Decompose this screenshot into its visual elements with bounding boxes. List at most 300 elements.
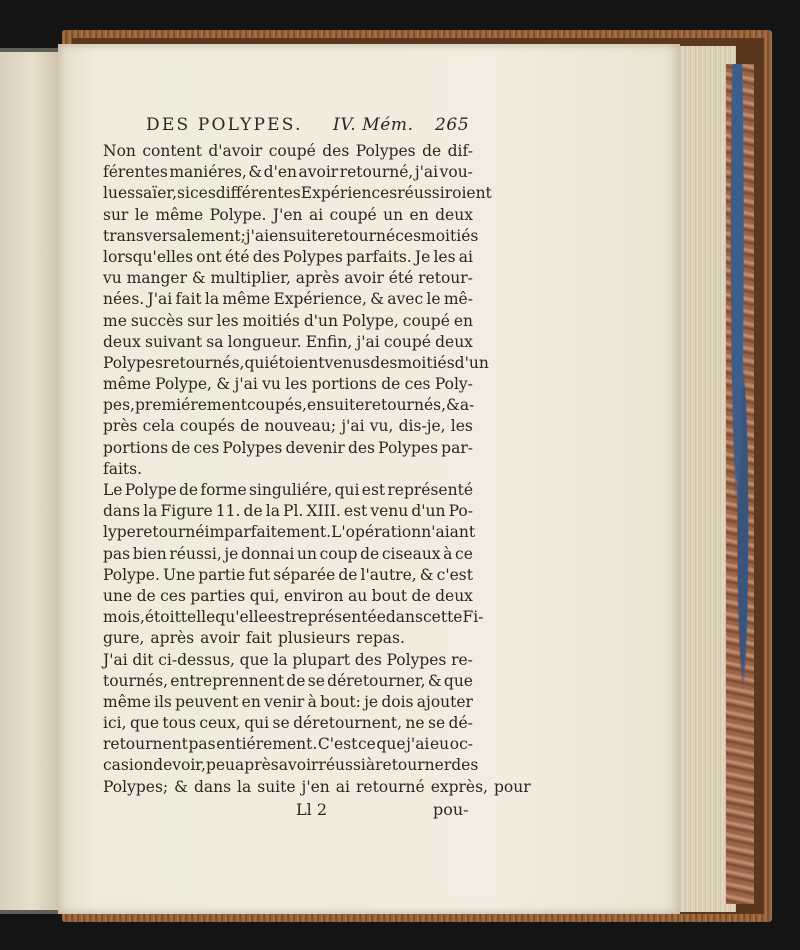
word: eu: [429, 735, 450, 754]
word: &: [419, 565, 434, 584]
word: séparée: [273, 565, 336, 584]
word: Po-: [448, 502, 473, 521]
word: fait: [175, 290, 202, 309]
word: essaïer,: [117, 184, 178, 203]
word: content: [142, 142, 202, 160]
text-line: [103, 205, 473, 226]
word: oc-: [449, 735, 473, 754]
word: mois,: [103, 608, 145, 627]
word: des: [252, 247, 280, 266]
word: que: [376, 735, 406, 754]
word: Polypes: [282, 247, 343, 266]
word: suite: [257, 777, 296, 796]
word: entreprennent: [170, 671, 285, 690]
word: les: [450, 417, 473, 436]
word: parties: [190, 586, 246, 605]
word: faits.: [103, 459, 143, 478]
word: ne: [405, 714, 425, 733]
word: tournés,: [103, 671, 168, 690]
word: peu: [205, 756, 236, 775]
running-title: DES POLYPES.: [146, 115, 303, 135]
text-line: [103, 416, 473, 437]
word: Expérience,: [273, 290, 367, 309]
word: J'en: [272, 205, 303, 224]
word: retour-: [418, 269, 473, 288]
word: la: [143, 502, 158, 521]
word: à: [365, 756, 376, 775]
word: ces: [193, 438, 220, 457]
word: c'est: [436, 565, 473, 584]
text-line: [103, 226, 479, 247]
text-line: [103, 671, 473, 692]
word: une: [103, 586, 133, 605]
word: dans: [385, 608, 423, 627]
word: que: [443, 671, 473, 690]
word: Polypes: [386, 650, 447, 669]
word: au: [347, 586, 368, 605]
word: retourner: [375, 756, 452, 775]
word: voir,: [172, 756, 206, 775]
word: premiérement: [134, 396, 247, 415]
word: Polype,: [155, 375, 212, 394]
word: coupé: [268, 142, 316, 160]
word: réussi,: [169, 544, 222, 563]
word: Poly-: [434, 375, 473, 394]
word: Polypes;: [103, 777, 169, 796]
word: fait: [245, 629, 272, 648]
word: de: [178, 481, 199, 499]
word: en: [241, 692, 261, 711]
word: étoient: [269, 353, 325, 372]
word: ai: [308, 205, 324, 224]
text-line: [103, 353, 489, 374]
word: d'un: [303, 311, 338, 330]
word: un: [383, 205, 404, 224]
word: l'autre,: [360, 565, 417, 584]
word: deux: [435, 205, 473, 224]
word: avec: [387, 290, 424, 309]
word: ceux,: [199, 714, 241, 733]
word: J'ai: [147, 290, 173, 309]
word: ce: [455, 544, 473, 563]
word: ai: [458, 247, 473, 266]
word: coupé: [402, 311, 450, 330]
word: succès: [130, 311, 184, 330]
text-line: [103, 734, 473, 755]
word: exprès,: [430, 777, 488, 796]
word: pour: [494, 777, 531, 796]
word: partie: [198, 565, 246, 584]
word: mê-: [443, 290, 473, 309]
word: d'un: [411, 502, 446, 521]
word: par-: [441, 438, 473, 457]
word: Polypes: [355, 142, 416, 160]
word: réussi: [318, 756, 366, 775]
word: devenir: [285, 438, 345, 457]
word: de: [422, 142, 442, 160]
word: pes,: [103, 396, 135, 415]
word: la: [273, 650, 288, 669]
word: qui: [244, 353, 270, 372]
word: après: [150, 629, 195, 648]
word: gure,: [103, 629, 145, 648]
running-header: [103, 115, 473, 141]
text-line: [103, 713, 473, 734]
word: Figure: [160, 502, 213, 521]
marbled-endpaper: [726, 64, 754, 904]
word: de: [153, 756, 173, 775]
word: ces: [189, 184, 216, 203]
text-line: [103, 480, 473, 501]
word: Polype.: [103, 565, 160, 584]
text-line: [103, 162, 473, 183]
word: ils: [154, 692, 172, 711]
left-page-sliver: [0, 52, 60, 910]
word: Polypes: [222, 438, 283, 457]
word: ont: [196, 247, 222, 266]
word: sur: [103, 205, 129, 224]
word: singuliére,: [248, 481, 333, 499]
text-line: [103, 311, 473, 332]
word: de: [411, 586, 431, 605]
word: est: [361, 481, 386, 499]
text-line: [103, 777, 531, 798]
word: ces: [395, 226, 422, 245]
word: parfaits.: [346, 247, 412, 266]
word: déretourner,: [327, 671, 426, 690]
text-line: [103, 332, 473, 353]
word: représenté: [387, 481, 473, 499]
word: environ: [283, 586, 344, 605]
word: réussiroient: [397, 184, 492, 203]
word: à: [307, 692, 317, 711]
word: les: [216, 311, 239, 330]
word: dé-: [448, 714, 473, 733]
word: donnai: [240, 544, 295, 563]
word: se: [272, 714, 290, 733]
text-line: [103, 586, 473, 607]
word: venir: [264, 692, 305, 711]
memoir-number: IV. Mém.: [333, 115, 414, 135]
word: coupé: [329, 205, 377, 224]
word: ciseaux: [381, 544, 441, 563]
word: cette: [422, 608, 463, 627]
word: des: [322, 142, 350, 160]
word: ci-dessus,: [158, 650, 235, 669]
word: re-: [451, 650, 473, 669]
word: n'aiant: [421, 523, 476, 542]
word: dit: [132, 650, 154, 669]
text-line: [103, 247, 473, 268]
word: retourné: [135, 523, 205, 542]
word: ce: [358, 735, 376, 754]
word: je: [224, 544, 239, 563]
word: retourné: [355, 777, 425, 796]
word: ensuite: [269, 226, 327, 245]
text-block: [103, 115, 531, 822]
word: &: [248, 163, 263, 182]
word: tous: [162, 714, 196, 733]
word: été: [388, 269, 414, 288]
word: des: [370, 353, 398, 372]
word: j'ai: [234, 375, 258, 394]
word: retourné,: [339, 163, 414, 182]
word: j'ai: [356, 332, 380, 351]
word: en: [453, 311, 473, 330]
word: à: [443, 544, 453, 563]
word: de: [381, 375, 401, 394]
word: C'est: [317, 735, 358, 754]
word: avoir: [298, 163, 339, 182]
word: pas: [188, 735, 216, 754]
text-line: [103, 650, 473, 671]
word: imparfaitement.: [204, 523, 332, 542]
word: multiplier,: [210, 269, 291, 288]
text-line: [103, 438, 473, 459]
word: des: [451, 756, 479, 775]
word: j'ai: [245, 226, 270, 245]
word: je: [364, 692, 379, 711]
word: qu'elle: [215, 608, 268, 627]
page-number: 265: [435, 115, 470, 135]
word: des: [347, 438, 376, 457]
word: la: [237, 777, 252, 796]
text-line: [103, 607, 484, 628]
word: d'en: [263, 163, 298, 182]
signature-mark: Ll 2: [296, 799, 328, 819]
word: plupart: [292, 650, 351, 669]
word: vu,: [369, 417, 394, 436]
text-line: [103, 374, 473, 395]
word: entiérement.: [216, 735, 318, 754]
word: que: [129, 714, 160, 733]
word: avoir: [200, 629, 240, 648]
word: les: [285, 375, 308, 394]
word: bien: [132, 544, 167, 563]
word: &: [427, 671, 442, 690]
word: férentes: [103, 163, 168, 182]
word: moitiés: [397, 353, 455, 372]
word: J'ai: [103, 650, 128, 669]
word: de: [360, 544, 380, 563]
word: maniéres,: [169, 163, 247, 182]
word: le: [426, 290, 441, 309]
word: coup: [319, 544, 358, 563]
word: j'ai: [341, 417, 365, 436]
word: bout:: [320, 692, 361, 711]
word: même: [103, 375, 151, 394]
word: retournés,: [364, 396, 446, 415]
word: venu: [370, 502, 409, 521]
word: avoir: [278, 756, 319, 775]
word: me: [103, 311, 127, 330]
word: Enfin,: [305, 332, 353, 351]
text-line: [103, 289, 473, 310]
word: ici,: [103, 714, 127, 733]
word: Expériences: [300, 184, 398, 203]
word: de: [171, 438, 191, 457]
word: 11.: [215, 502, 241, 521]
word: ai: [335, 777, 350, 796]
word: de: [240, 417, 260, 436]
word: Pl.: [283, 502, 304, 521]
word: vu: [103, 269, 122, 288]
word: près: [103, 417, 138, 436]
word: différentes: [215, 184, 301, 203]
word: avoir: [344, 269, 384, 288]
word: la: [204, 290, 220, 309]
word: transversalement;: [103, 226, 246, 245]
word: se: [307, 671, 325, 690]
word: moitiés: [242, 311, 300, 330]
word: les: [433, 247, 456, 266]
word: dis-je,: [398, 417, 446, 436]
word: ces: [160, 586, 186, 605]
text-line: [103, 183, 492, 204]
word: j'en: [301, 777, 330, 796]
word: deux: [103, 332, 141, 351]
word: qui,: [249, 586, 280, 605]
word: le: [134, 205, 149, 224]
word: manger: [126, 269, 187, 288]
text-line: [103, 544, 473, 565]
word: cela: [142, 417, 175, 436]
text-line: [103, 459, 473, 480]
word: été: [224, 247, 250, 266]
word: coupés: [179, 417, 235, 436]
word: coupé: [383, 332, 431, 351]
word: des: [354, 650, 382, 669]
word: étoit: [144, 608, 181, 627]
word: qui: [334, 481, 360, 499]
word: Une: [162, 565, 196, 584]
word: suivant: [144, 332, 203, 351]
word: plusieurs: [278, 629, 351, 648]
word: d'un: [454, 353, 489, 372]
word: vou-: [439, 163, 473, 182]
word: a-: [459, 396, 475, 415]
word: même: [222, 290, 271, 309]
word: vu: [262, 375, 281, 394]
word: après: [235, 756, 279, 775]
word: peuvent: [175, 692, 239, 711]
word: même: [103, 692, 151, 711]
word: j'ai: [406, 735, 430, 754]
text-line: [103, 395, 473, 416]
word: la: [265, 502, 280, 521]
word: ces: [404, 375, 431, 394]
word: Polypes: [378, 438, 439, 457]
word: lu: [103, 184, 118, 203]
word: se: [427, 714, 446, 733]
text-line: [103, 501, 473, 522]
text-line: [103, 522, 476, 543]
word: &: [174, 777, 188, 796]
word: nouveau;: [264, 417, 337, 436]
word: lype: [103, 523, 136, 542]
word: de: [286, 671, 306, 690]
word: XIII.: [306, 502, 341, 521]
word: est: [343, 502, 368, 521]
word: &: [191, 269, 206, 288]
word: coupés,: [246, 396, 307, 415]
word: Polype,: [341, 311, 399, 330]
word: Polype.: [209, 205, 267, 224]
word: retournent: [103, 735, 188, 754]
word: portions: [103, 438, 169, 457]
word: Le: [103, 481, 123, 499]
catchword: pou-: [433, 799, 469, 819]
word: retournés,: [162, 353, 245, 372]
word: pas: [103, 544, 131, 563]
page-footer: [103, 800, 473, 822]
word: bout: [371, 586, 408, 605]
word: un: [296, 544, 317, 563]
text-line: [103, 268, 473, 289]
word: d'avoir: [208, 142, 263, 160]
text-line: [103, 692, 473, 713]
word: Polypes: [103, 353, 163, 372]
text-line: [103, 755, 479, 776]
word: Fi-: [462, 608, 484, 627]
word: dans: [193, 777, 232, 796]
word: Je: [414, 247, 431, 266]
word: de: [338, 565, 358, 584]
word: fut: [248, 565, 271, 584]
word: sa: [206, 332, 224, 351]
word: si: [177, 184, 190, 203]
word: ensuite: [306, 396, 365, 415]
word: que: [239, 650, 269, 669]
word: deux: [435, 586, 473, 605]
word: moitiés: [421, 226, 479, 245]
word: casion: [103, 756, 154, 775]
word: de: [243, 502, 263, 521]
word: représentée: [291, 608, 386, 627]
word: repas.: [356, 629, 405, 648]
word: nées.: [103, 290, 145, 309]
word: forme: [200, 481, 247, 499]
word: sur: [187, 311, 213, 330]
word: retourné: [326, 226, 396, 245]
word: ajouter: [416, 692, 473, 711]
text-line: [103, 628, 473, 649]
word: telle: [180, 608, 216, 627]
word: dif-: [447, 142, 473, 160]
word: &: [370, 290, 384, 309]
word: venus: [324, 353, 371, 372]
word: deux: [435, 332, 473, 351]
word: &: [216, 375, 231, 394]
word: après: [295, 269, 340, 288]
word: dans: [103, 502, 141, 521]
word: j'ai: [414, 163, 439, 182]
text-line: [103, 141, 473, 162]
word: Polype: [124, 481, 177, 499]
word: en: [409, 205, 429, 224]
word: &: [446, 396, 460, 415]
word: Non: [103, 142, 136, 160]
word: longueur.: [227, 332, 302, 351]
word: même: [155, 205, 204, 224]
word: est: [267, 608, 292, 627]
word: qui: [244, 714, 270, 733]
word: L'opération: [331, 523, 422, 542]
word: lorsqu'elles: [103, 247, 194, 266]
body-text: [103, 141, 531, 798]
word: de: [136, 586, 156, 605]
word: déretournent,: [293, 714, 403, 733]
